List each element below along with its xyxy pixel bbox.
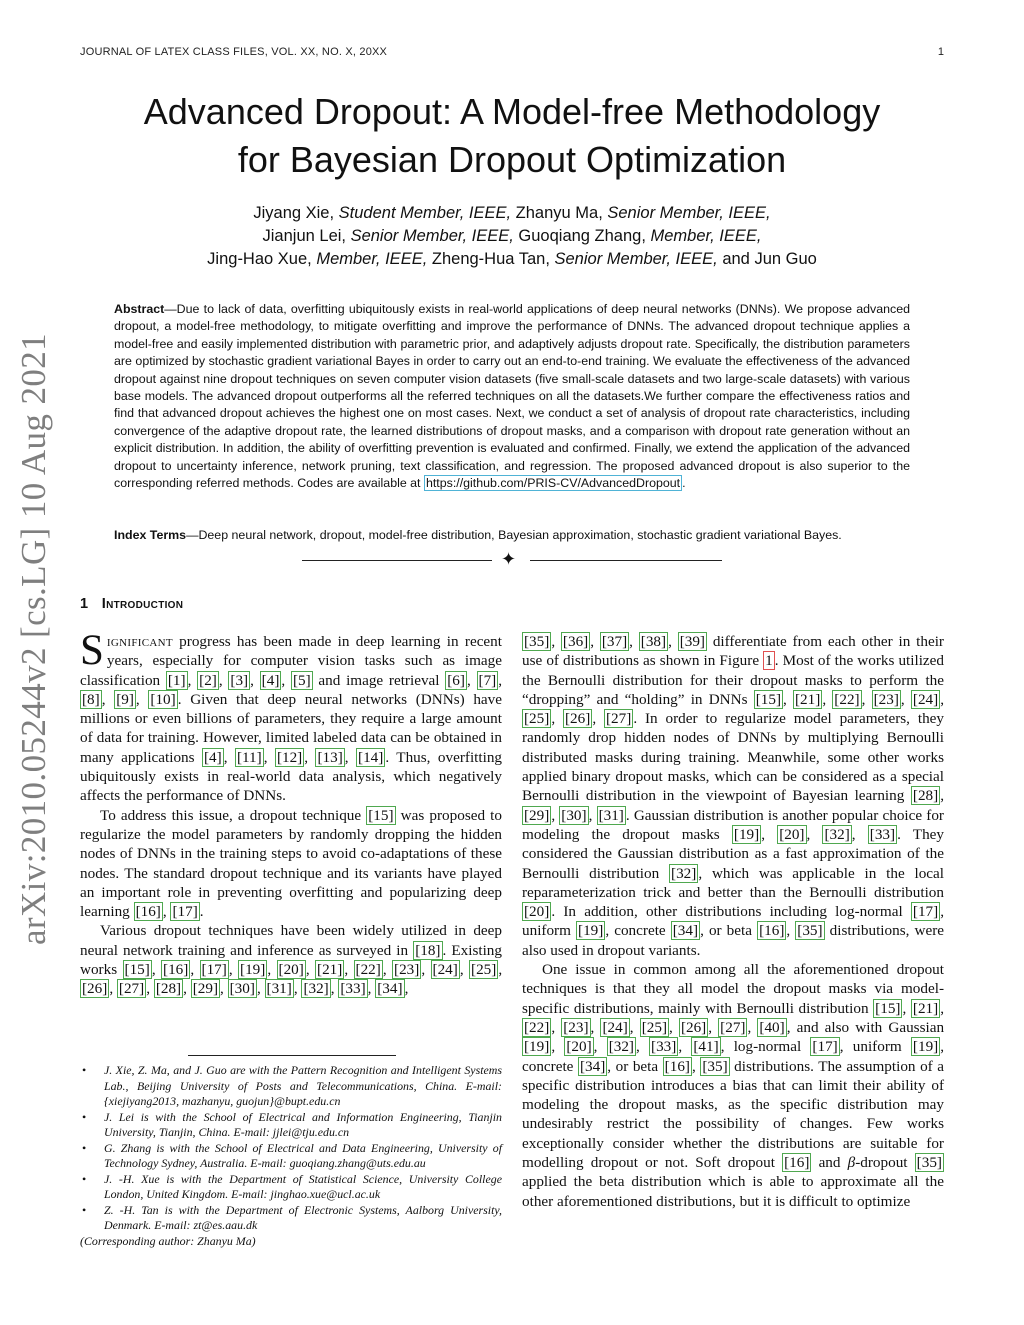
section-heading	[80, 596, 183, 612]
author-name: Jiyang Xie,	[253, 204, 339, 222]
running-head: JOURNAL OF LATEX CLASS FILES, VOL. XX, NO. X, 20XX	[80, 46, 388, 58]
index-terms	[114, 527, 910, 544]
corresponding-author: (Corresponding author: Zhanyu Ma)	[80, 1233, 256, 1248]
author-role: Senior Member, IEEE,	[554, 250, 718, 268]
author-name: Zheng-Hua Tan,	[427, 250, 555, 268]
author-role: Senior Member, IEEE,	[350, 227, 514, 245]
abstract-text: —Due to lack of data, overfitting ubiquitously exists in real-world applications of deep neural networks (DNNs). We propose advanced dropout, a model-free methodology, to mitigate overfitting and improve the performance of DNNs. The advanced dropout technique applies a model-free and easily implemented distribution with parametric prior, and adaptively adjusts dropout rate. Specifically, the distribution parameters are optimized by stochastic gradient variational Bayes in order to carry out an end-to-end training. We evaluate the effectiveness of the advanced dropout against nine dropout techniques on seven computer vision datasets (five small-scale datasets and two large-scale datasets) with various base models. The advanced dropout outperforms all the referred techniques on all the datasets.We further compare the effectiveness ratios and find that advanced dropout achieves the highest one on most cases. Next, we conduct a set of analysis of dropout rate characteristics, including convergence of the adaptive dropout rate, the learned distributions of dropout masks, and a comparison with dropout rate generation without an explicit distribution. In addition, the ability of overfitting prevention is evaluated and confirmed. Finally, we extend the application of the advanced dropout to uncertainty inference, network pruning, text classification, and regression. The proposed advanced dropout is also superior to the corresponding referred methods. Codes are available at	[114, 302, 910, 491]
footnotes	[80, 1063, 502, 1249]
divider-left	[302, 560, 492, 561]
page-number: 1	[937, 46, 944, 58]
footnote-rule	[188, 1055, 396, 1056]
drop-cap: S	[80, 627, 104, 674]
author-line-2	[90, 225, 934, 248]
divider-diamond-icon: ✦	[501, 549, 517, 570]
index-terms-text: —Deep neural network, dropout, model-free distribution, Bayesian approximation, stochastic gradient variational Bayes.	[186, 528, 842, 542]
paragraph: Various dropout techniques have been widely utilized in deep neural network training and inference as surveyed in [18] . Existing works [15] , [16] , [17] , [19] , [20] , [21] , [22] , [23] , [24] , [25] , [26] , [27] , [28] , [29] , [30] , [31] , [32] , [33] , [34] ,	[80, 922, 503, 998]
author-name: Zhanyu Ma,	[511, 204, 608, 222]
author-role: Senior Member, IEEE,	[607, 204, 771, 222]
index-terms-label: Index Terms	[114, 528, 187, 542]
paragraph: To address this issue, a dropout technique [15] was proposed to regularize the model parameters by randomly dropping the hidden nodes of DNNs in the training steps to avoid co-adaptations of these nodes. The standard dropout technique and its variants have played an important role in preventing overfitting and popularizing deep learning [16] , [17] .	[80, 806, 502, 921]
section-title: Introduction	[101, 596, 184, 612]
paragraph: [35] , [36] , [37] , [38] , [39] differentiate from each other in their use of distributions as shown in Figure 1 . Most of the works utilized the Bernoulli distribution for their dropout masks to perform the “dropping” and “holding” in DNNs [15] , [21] , [22] , [23] , [24] , [25] , [26] , [27] . In order to regularize model parameters, they randomly drop hidden nodes of DNNs by multiplying Bernoulli distributed masks during training. Meanwhile, some other works applied binary dropout masks, which can be considered as a special Bernoulli distribution in the viewpoint of Bayesian learning [28] , [29] , [30] , [31] . Gaussian distribution is another popular choice for modeling the dropout masks [19] , [20] , [32] , [33] . They considered the Gaussian distribution as a fast approximation of the Bernoulli distribution [32] , which was applicable in the local reparameterization trick and better than the Bernoulli distribution [20] . In addition, other distributions including log-normal [17] , uniform [19] , concrete [34] , or beta [16] , [35] distributions, were also used in dropout variants.	[522, 633, 945, 959]
footnote-item: • G. Zhang is with the School of Electrical and Data Engineering, University of Technology Sydney, Australia. E-mail: guoqiang.zhang@uts.edu.au	[80, 1141, 502, 1172]
author-line-3	[90, 248, 934, 271]
paragraph: One issue in common among all the aforementioned dropout techniques is that they all model the dropout masks via model-specific distributions, mainly with Bernoulli distribution [15] , [21] , [22] , [23] , [24] , [25] , [26] , [27] , [40] , and also with Gaussian [19] , [20] , [32] , [33] , [41] , log-normal [17] , uniform [19] , concrete [34] , or beta [16] , [35] distributions. The assumption of a specific distribution introduces a bias that can limit their ability of modeling the dropout masks, as the specific distribution may undesirably restrict the possibility of changes. Few works exceptionally consider whether the distributions are suitable for modelling dropout or not. Soft dropout [16] and β-dropout [35] applied the beta distribution which is able to approximate all the other aforementioned distributions, but it is difficult to optimize	[522, 961, 945, 1210]
author-name: and Jun Guo	[717, 250, 817, 268]
author-list	[90, 202, 934, 271]
author-role: Student Member, IEEE,	[338, 204, 512, 222]
footnote-item: • Z. -H. Tan is with the Department of Electronic Systems, Aalborg University, Denmark. E-mail: zt@es.aau.dk	[80, 1203, 502, 1234]
footnote-item: • J. Lei is with the School of Electrical and Information Engineering, Tianjin University, Tianjin, China. E-mail: jjlei@tju.edu.cn	[80, 1110, 502, 1141]
title-line-2: for Bayesian Dropout Optimization	[237, 139, 787, 180]
section-number: 1	[80, 596, 89, 612]
abstract-label: Abstract	[114, 302, 165, 316]
body-column-left	[80, 627, 503, 999]
divider-right	[530, 560, 722, 561]
code-link[interactable]: https://github.com/PRIS-CV/AdvancedDropout	[425, 476, 681, 491]
author-name: Guoqiang Zhang,	[513, 227, 651, 245]
footnote-item: • J. -H. Xue is with the Department of Statistical Science, University College London, United Kingdom. E-mail: jinghao.xue@ucl.ac.uk	[80, 1172, 502, 1203]
abstract	[114, 301, 910, 492]
paragraph: Significant progress has been made in deep learning in recent years, especially for computer vision tasks such as image classification [1] , [2] , [3] , [4] , [5] and image retrieval [6] , [7] , [8] , [9] , [10] . Given that deep neural networks (DNNs) have millions or even billions of parameters, they require a large amount of data for training. However, limited labeled data can be obtained in many applications [4] , [11] , [12] , [13] , [14] . Thus, overfitting ubiquitously exists in real-world data analysis, which negatively affects the performance of DNNs.	[80, 627, 503, 805]
title-line-1: Advanced Dropout: A Model-free Methodology	[143, 91, 881, 132]
footnote-item: • J. Xie, Z. Ma, and J. Guo are with the Pattern Recognition and Intelligent Systems Lab., Beijing University of Posts and Telecommunications, China. E-mail: {xiejiyang2013, mazhanyu, guojun}@bupt.edu.cn	[80, 1063, 502, 1110]
paper-title	[70, 88, 954, 184]
body-column-right	[522, 632, 944, 1211]
arxiv-side-label: arXiv:2010.05244v2 [cs.LG] 10 Aug 2021	[14, 332, 53, 945]
author-line-1	[90, 202, 934, 225]
author-role: Member, IEEE,	[316, 250, 428, 268]
author-name: Jianjun Lei,	[262, 227, 351, 245]
author-role: Member, IEEE,	[650, 227, 762, 245]
abstract-end: .	[682, 476, 686, 491]
author-name: Jing-Hao Xue,	[207, 250, 317, 268]
